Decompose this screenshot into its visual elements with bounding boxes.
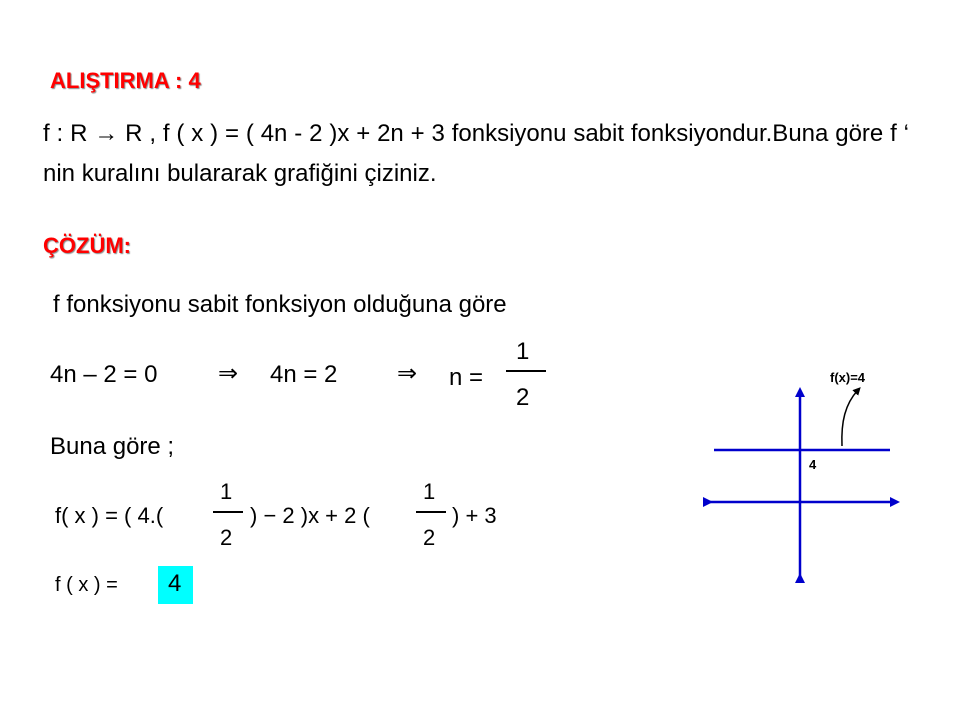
eq1-numerator: 1 [516, 338, 530, 365]
eq2-numerator-2: 1 [423, 479, 436, 504]
eq2-denominator-1: 2 [220, 525, 233, 550]
buna-gore-line: Buna göre ; [50, 433, 175, 460]
constant-function-graph [690, 360, 910, 590]
implies-symbol-2: ⇒ [397, 360, 418, 387]
y-value-label: 4 [809, 457, 817, 472]
eq2-denominator-2: 2 [423, 525, 436, 550]
function-label: f(x)=4 [830, 370, 866, 385]
eq2-part2: ) − 2 )x + 2 ( [250, 503, 370, 528]
eq2-part3: ) + 3 [452, 503, 497, 528]
eq2-numerator-1: 1 [220, 479, 233, 504]
fraction-bar [416, 511, 446, 513]
eq2-part1: f( x ) = ( 4.( [55, 503, 164, 528]
label-pointer-arrow [842, 390, 858, 446]
exercise-title: ALIŞTIRMA : 4 [50, 68, 201, 93]
eq1-middle: 4n = 2 [270, 361, 338, 388]
result-lhs: f ( x ) = [55, 574, 118, 596]
eq1-left: 4n – 2 = 0 [50, 361, 158, 388]
result-value: 4 [168, 570, 182, 597]
solution-label: ÇÖZÜM: [43, 233, 131, 258]
fraction-bar [506, 370, 546, 372]
implies-symbol-1: ⇒ [218, 360, 239, 387]
eq1-lhs: n = [449, 364, 484, 391]
eq1-denominator: 2 [516, 384, 530, 411]
intro-line: f fonksiyonu sabit fonksiyon olduğuna göre [53, 291, 507, 318]
problem-statement: f : R → R , f ( x ) = ( 4n - 2 )x + 2n + 3 fonksiyonu sabit fonksiyondur.Buna göre f ‘ nin kuralını bulararak grafiğini çiziniz. [43, 120, 909, 187]
fraction-bar [213, 511, 243, 513]
